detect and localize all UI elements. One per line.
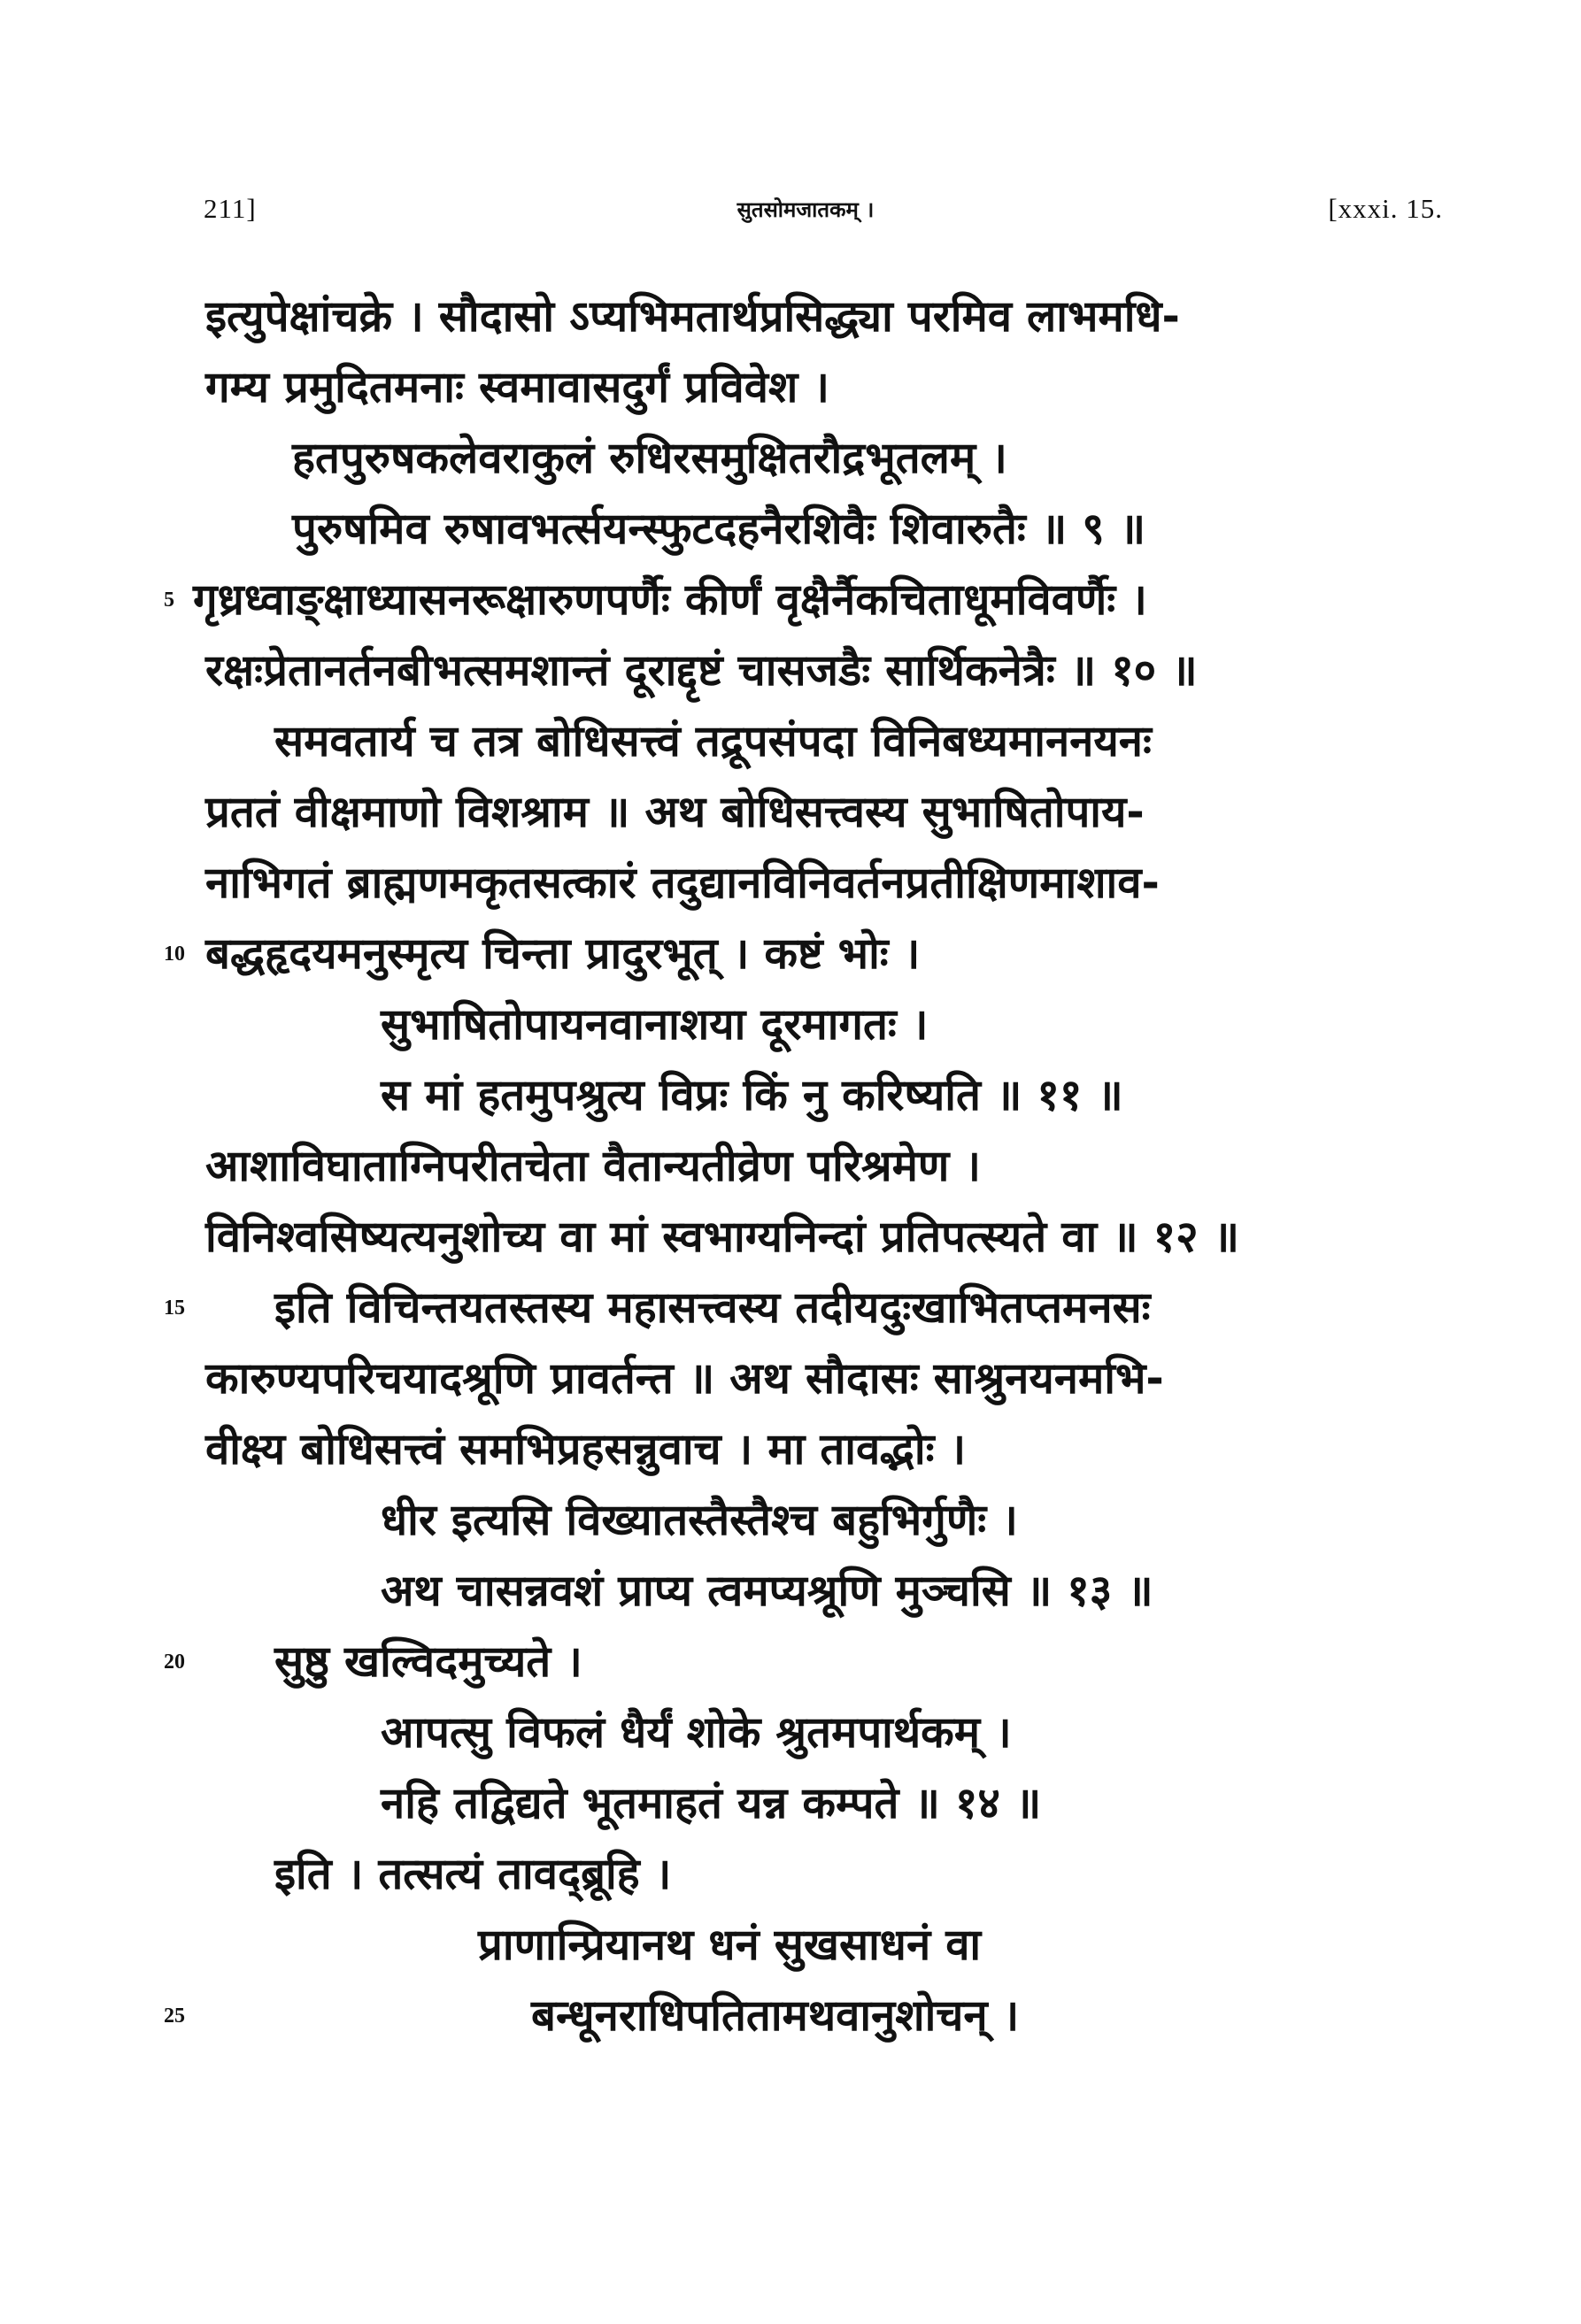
text-line	[0, 635, 1581, 706]
verse-text: बन्धूनराधिपतितामथवानुशोचन् ।	[531, 1990, 1020, 2041]
prose-text: इति । तत्सत्यं तावद्ब्रूहि ।	[274, 1849, 672, 1899]
verse-text: सुभाषितोपायनवानाशया दूरमागतः ।	[381, 999, 929, 1050]
verse-text: नहि तद्विद्यते भूतमाहतं यन्न कम्पते ॥ १४ ॥	[381, 1778, 1042, 1828]
verse-text: धीर इत्यसि विख्यातस्तैस्तैश्च बहुभिर्गुणैः ।	[381, 1495, 1018, 1545]
prose-text: गम्य प्रमुदितमनाः स्वमावासदुर्गं प्रविवेश ।	[205, 362, 829, 412]
verse-text: पुरुषमिव रुषावभर्त्सयन्स्फुटदहनैरशिवैः शिवारुतैः ॥ ९ ॥	[292, 504, 1146, 554]
prose-text: कारुण्यपरिचयादश्रूणि प्रावर्तन्त ॥ अथ सौदासः साश्रुनयनमभि-	[205, 1353, 1164, 1404]
prose-text: समवतार्य च तत्र बोधिसत्त्वं तद्रूपसंपदा विनिबध्यमाननयनः	[274, 716, 1152, 766]
verse-text: अथ चासन्नवशं प्राप्य त्वमप्यश्रूणि मुञ्चसि ॥ १३ ॥	[381, 1566, 1153, 1616]
prose-text: इति विचिन्तयतस्तस्य महासत्त्वस्य तदीयदुःखाभितप्तमनसः	[274, 1282, 1151, 1333]
text-line	[0, 1839, 1581, 1910]
section-reference: [xxxi. 15.	[1328, 193, 1443, 224]
text-line	[0, 352, 1581, 423]
text-line	[0, 565, 1581, 635]
line-number: 20	[164, 1651, 185, 1674]
page-number: 211]	[204, 193, 257, 224]
prose-text: प्रततं वीक्षमाणो विशश्राम ॥ अथ बोधिसत्त्वस्य सुभाषितोपाय-	[205, 787, 1145, 837]
text-line	[0, 494, 1581, 565]
text-line	[0, 1910, 1581, 1981]
text-line	[0, 848, 1581, 919]
verse-text: हतपुरुषकलेवराकुलं रुधिरसमुक्षितरौद्रभूतलम् ।	[292, 433, 1007, 483]
text-body	[0, 281, 1581, 2051]
verse-text: आशाविघाताग्निपरीतचेता वैतान्यतीव्रेण परिश्रमेण ।	[205, 1141, 981, 1191]
text-line	[0, 1414, 1581, 1485]
text-line	[0, 1627, 1581, 1697]
running-title: सुतसोमजातकम् ।	[737, 197, 875, 222]
text-line	[0, 1060, 1581, 1131]
text-line	[0, 919, 1581, 989]
verse-text: आपत्सु विफलं धैर्यं शोके श्रुतमपार्थकम् ।	[381, 1707, 1012, 1758]
text-line	[0, 706, 1581, 777]
text-line	[0, 281, 1581, 352]
text-line	[0, 1202, 1581, 1273]
text-line	[0, 1981, 1581, 2051]
line-number: 25	[164, 2005, 185, 2028]
line-number: 10	[164, 943, 185, 966]
text-line	[0, 1131, 1581, 1202]
prose-text: सुष्ठु खल्विदमुच्यते ।	[274, 1636, 582, 1687]
verse-text: विनिश्वसिष्यत्यनुशोच्य वा मां स्वभाग्यनिन्दां प्रतिपत्स्यते वा ॥ १२ ॥	[205, 1212, 1239, 1262]
prose-text: बद्धहृदयमनुस्मृत्य चिन्ता प्रादुरभूत् । कष्टं भोः ।	[205, 928, 921, 979]
text-line	[0, 423, 1581, 494]
line-number: 5	[164, 589, 174, 612]
verse-text: रक्षःप्रेतानर्तनबीभत्समशान्तं दूराद्दृष्टं चासजडैः सार्थिकनेत्रैः ॥ १० ॥	[205, 645, 1198, 696]
verse-text: प्राणान्प्रियानथ धनं सुखसाधनं वा	[478, 1920, 982, 1970]
text-line	[0, 1556, 1581, 1627]
prose-text: वीक्ष्य बोधिसत्त्वं समभिप्रहसन्नुवाच । मा तावद्भोः ।	[205, 1424, 967, 1474]
text-line	[0, 1485, 1581, 1556]
prose-text: इत्युपेक्षांचक्रे । सौदासो ऽप्यभिमतार्थप्रसिद्ध्या परमिव लाभमधि-	[205, 291, 1180, 342]
prose-text: नाभिगतं ब्राह्मणमकृतसत्कारं तदुद्यानविनिवर्तनप्रतीक्षिणमाशाव-	[205, 858, 1160, 908]
page-header	[204, 193, 1443, 228]
text-line	[0, 1273, 1581, 1343]
text-line	[0, 1768, 1581, 1839]
text-line	[0, 1343, 1581, 1414]
text-line	[0, 1697, 1581, 1768]
verse-text: स मां हतमुपश्रुत्य विप्रः किं नु करिष्यति ॥ ११ ॥	[381, 1070, 1123, 1120]
line-number: 15	[164, 1297, 185, 1320]
text-line	[0, 777, 1581, 848]
verse-text: गृध्रध्वाङ्क्षाध्यासनरूक्षारुणपर्णैः कीर्णं वृक्षैर्नैकचिताधूमविवर्णैः ।	[193, 574, 1147, 625]
text-line	[0, 989, 1581, 1060]
